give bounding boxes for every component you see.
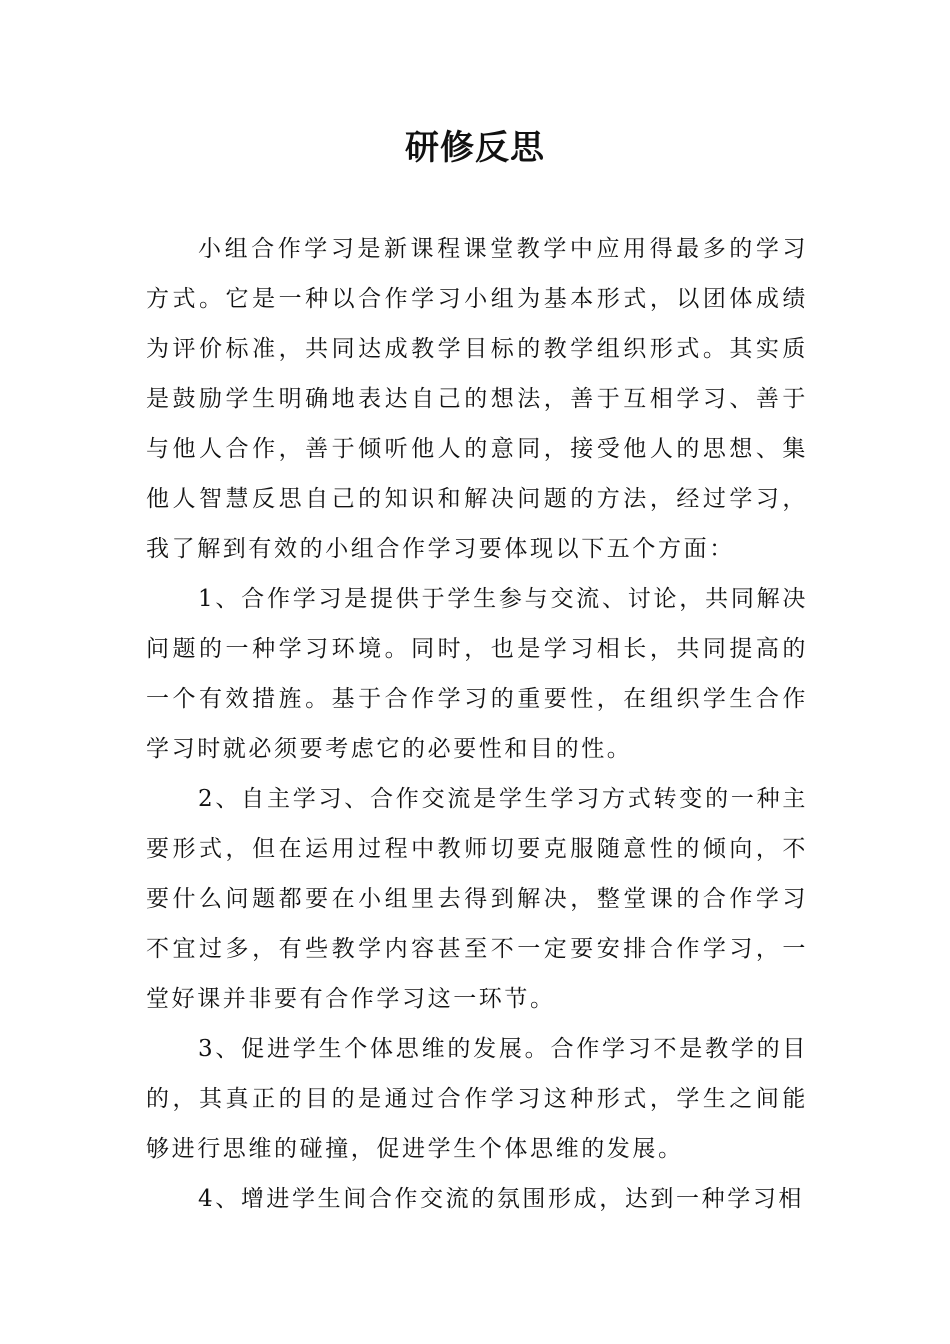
paragraph-point-3: 3、促进学生个体思维的发展。合作学习不是教学的目的，其真正的目的是通过合作学习这种形式，学生之间能够进行思维的碰撞，促进学生个体思维的发展。 <box>146 1036 808 1162</box>
document-title: 研修反思 <box>405 128 545 168</box>
paragraph-intro: 小组合作学习是新课程课堂教学中应用得最多的学习方式。它是一种以合作学习小组为基本形式，以团体成绩为评价标准，共同达成教学目标的教学组织形式。其实质是鼓励学生明确地表达自己的想法，善于互相学习、善于与他人合作，善于倾听他人的意同，接受他人的思想、集他人智慧反思自己的知识和解决问题的方法，经过学习，我了解到有效的小组合作学习要体现以下五个方面： <box>146 236 808 562</box>
document-body <box>146 224 808 1224</box>
paragraph-point-1: 1、合作学习是提供于学生参与交流、讨论，共同解决问题的一种学习环境。同时，也是学习相长，共同提高的一个有效措旌。基于合作学习的重要性，在组织学生合作学习时就必须要考虑它的必要性和目的性。 <box>146 586 808 762</box>
paragraph-point-4: 4、增进学生间合作交流的氛围形成，达到一种学习相 <box>198 1186 805 1212</box>
paragraph-point-2: 2、自主学习、合作交流是学生学习方式转变的一种主要形式，但在运用过程中教师切要克服随意性的倾向，不要什么问题都要在小组里去得到解决，整堂课的合作学习不宜过多，有些教学内容甚至不一定要安排合作学习，一堂好课并非要有合作学习这一环节。 <box>146 786 808 1012</box>
